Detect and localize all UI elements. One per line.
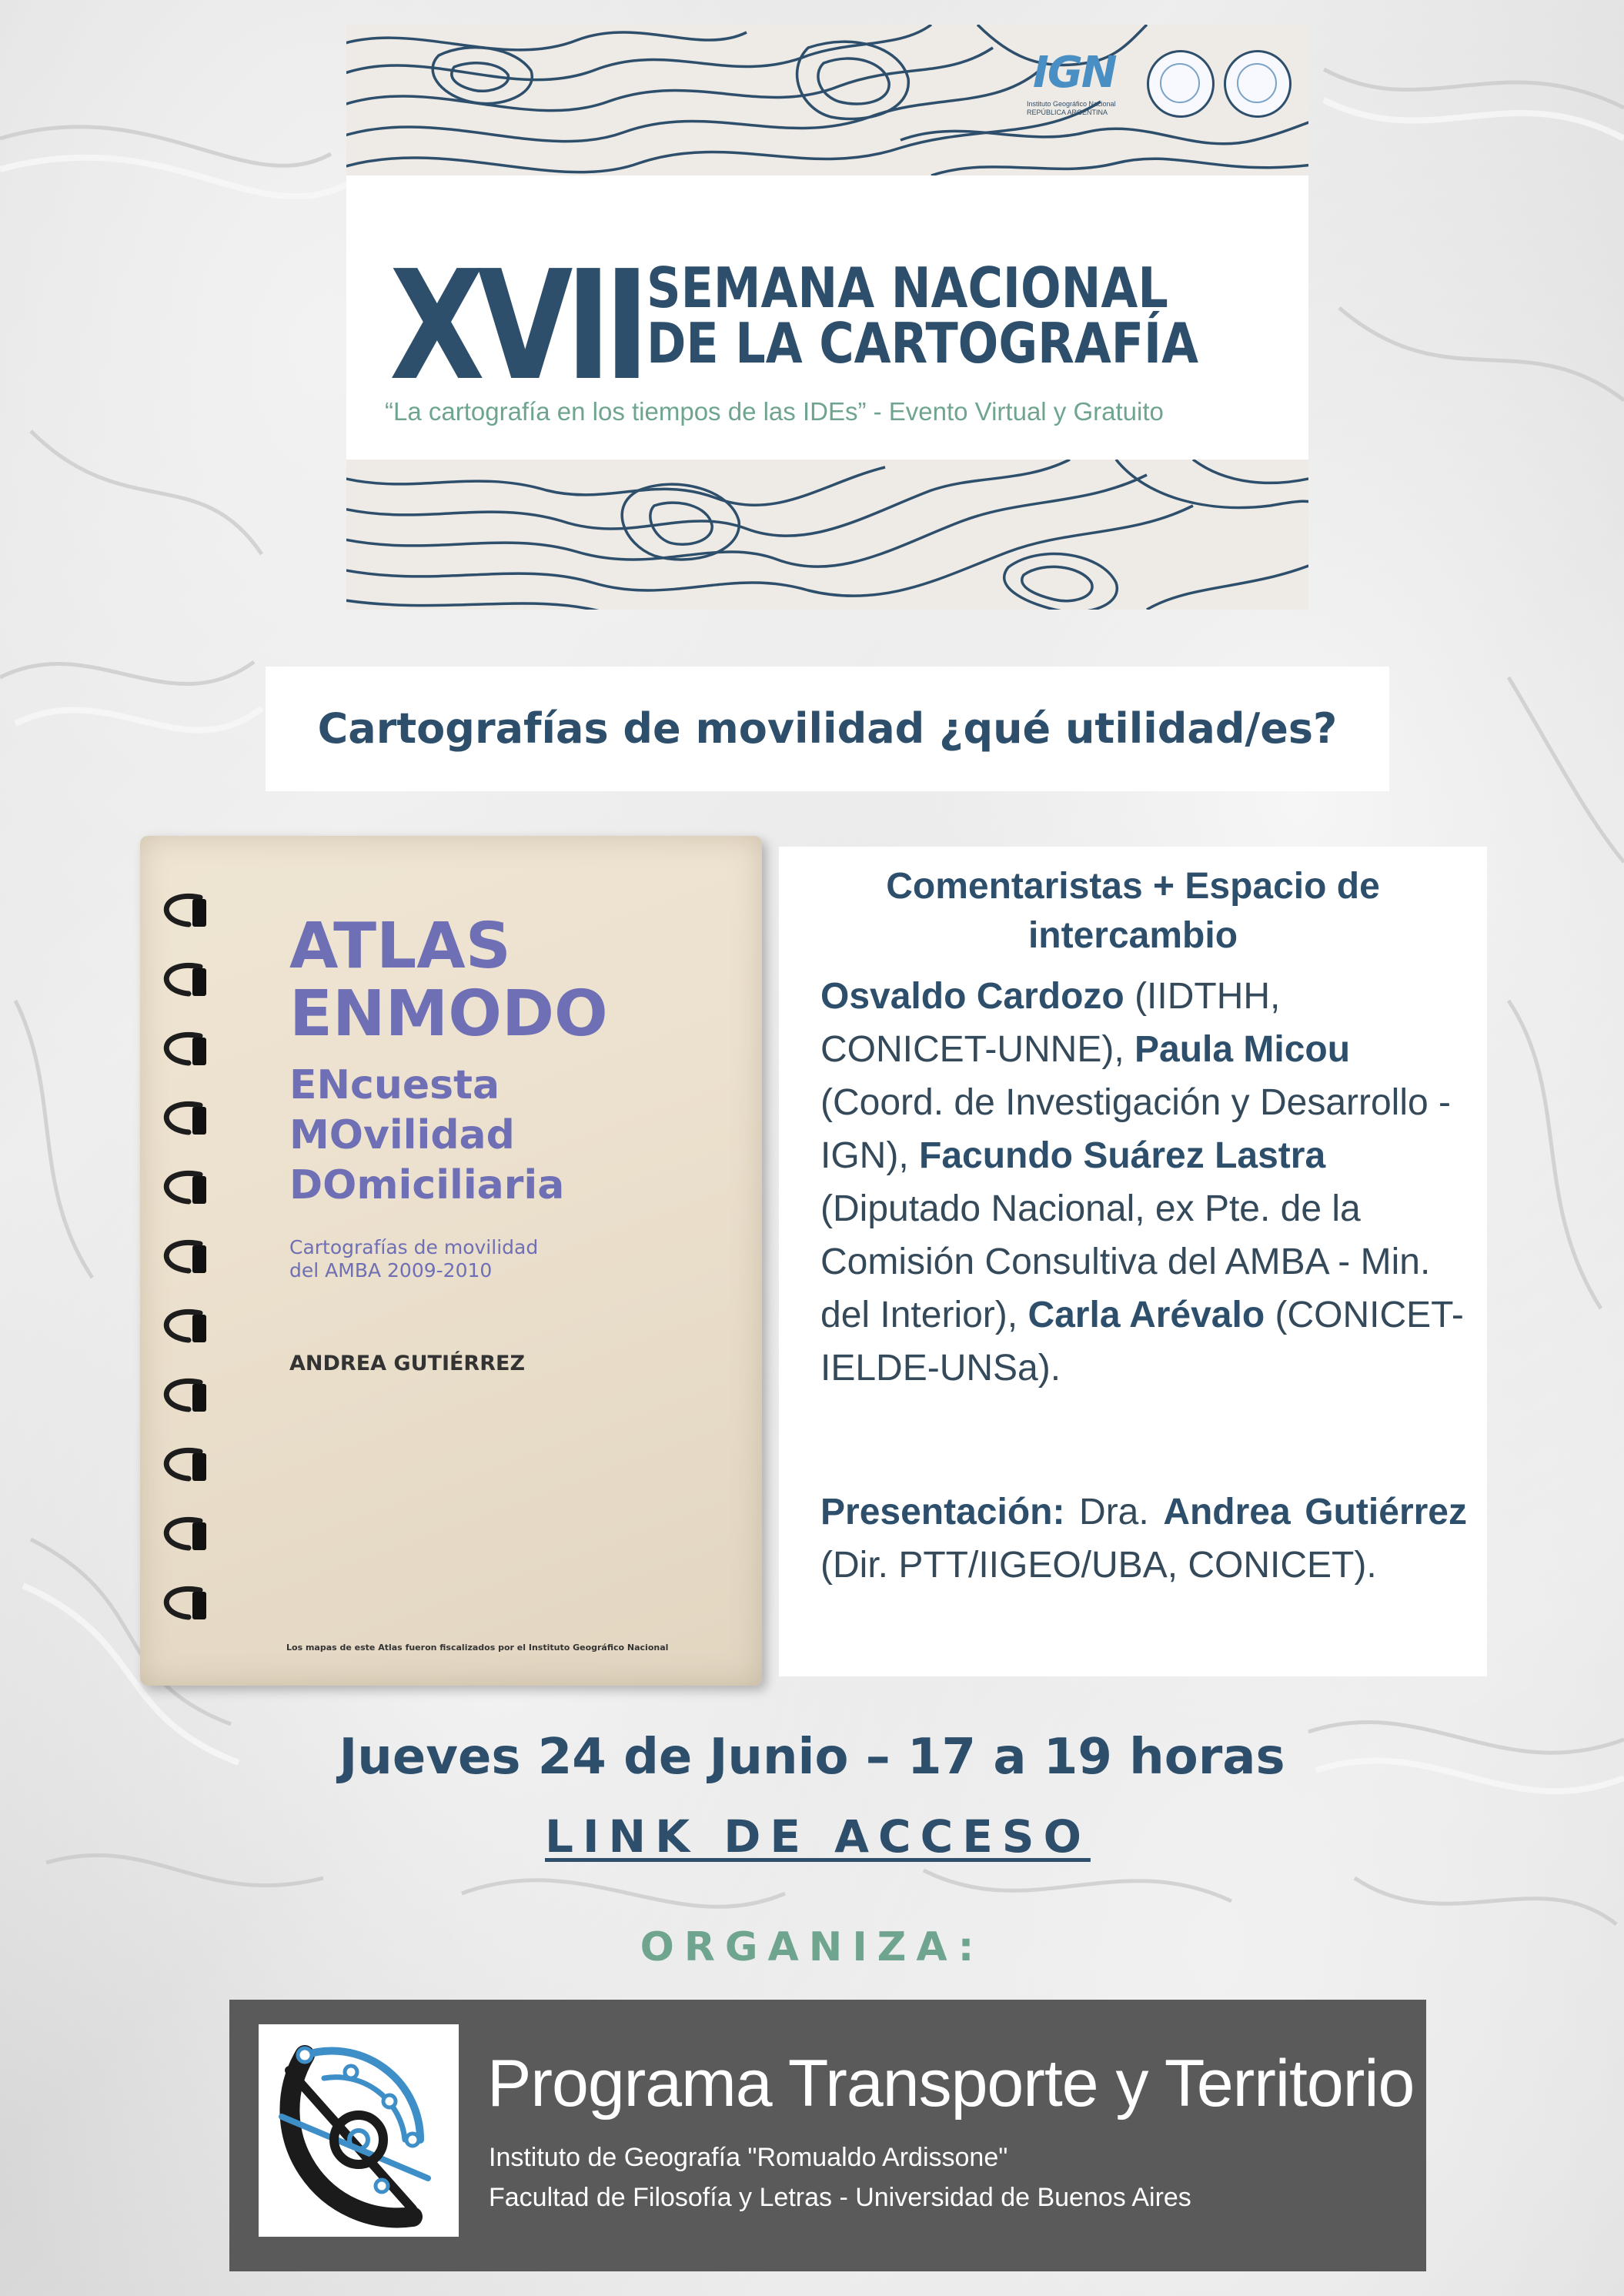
ptt-logo: [259, 2024, 459, 2237]
organizer-institute: Instituto de Geografía "Romualdo Ardissone": [489, 2143, 1008, 2172]
atlas-description: [289, 1236, 582, 1282]
title-band: [346, 175, 1308, 460]
cartography-center-seal: [1147, 50, 1215, 118]
atlas-subtitle-line3: DOmiciliaria: [289, 1162, 565, 1208]
event-banner: [346, 25, 1308, 610]
atlas-description-line2: del AMBA 2009-2010: [289, 1259, 493, 1282]
commentator-affiliation: (IIDTHH, CONICET-UNNE),: [820, 976, 1281, 1070]
edition-numeral: XVII: [389, 239, 643, 414]
commentator-name: Osvaldo Cardozo: [820, 976, 1124, 1017]
presentation-info: [820, 1486, 1467, 1592]
ptt-compass-icon: [259, 2024, 459, 2237]
organizer-name: Programa Transporte y Territorio: [487, 2047, 1415, 2121]
contour-map-bottom: [346, 460, 1308, 610]
navy-hydrography-seal: [1224, 50, 1292, 118]
commentator-affiliation: (CONICET-IELDE-UNSa).: [820, 1295, 1464, 1389]
access-link[interactable]: LINK DE ACCESO: [545, 1810, 1091, 1863]
commentators-list: [820, 970, 1467, 1395]
atlas-footnote: Los mapas de este Atlas fueron fiscalizados por el Instituto Geográfico Nacional: [286, 1643, 669, 1653]
banner-title-line2: DE LA CARTOGRAFÍA: [647, 311, 1199, 376]
banner-title-line1: SEMANA NACIONAL: [647, 256, 1168, 320]
commentator-name: Carla Arévalo: [1028, 1295, 1265, 1335]
atlas-subtitle-line1: ENcuesta: [289, 1062, 500, 1108]
commentator-name: Facundo Suárez Lastra: [919, 1135, 1326, 1176]
atlas-title: [289, 910, 608, 1051]
presenter-affiliation: (Dir. PTT/IIGEO/UBA, CONICET).: [820, 1545, 1377, 1586]
commentator-affiliation: (Diputado Nacional, ex Pte. de la Comisión Consultiva del AMBA - Min. del Interior),: [820, 1188, 1431, 1335]
commentator-name: Paula Micou: [1134, 1029, 1351, 1070]
atlas-description-line1: Cartografías de movilidad: [289, 1236, 539, 1258]
atlas-subtitle-line2: MOvilidad: [289, 1112, 515, 1158]
presenter-title: Dra.: [1064, 1492, 1164, 1532]
commentators-panel: [779, 847, 1487, 1676]
commentator-affiliation: (Coord. de Investigación y Desarrollo - IGN),: [820, 1082, 1452, 1176]
presenter-name: Andrea Gutiérrez: [1163, 1492, 1468, 1532]
event-date-time: Jueves 24 de Junio – 17 a 19 horas: [339, 1729, 1285, 1786]
commentators-heading: Comentaristas + Espacio de intercambio: [886, 866, 1380, 956]
atlas-author: ANDREA GUTIÉRREZ: [289, 1352, 526, 1375]
topic-title: Cartografías de movilidad ¿qué utilidad/es?: [317, 704, 1338, 753]
atlas-title-line1: ATLAS: [289, 910, 511, 983]
organizer-box: [229, 2000, 1426, 2271]
organizer-faculty: Facultad de Filosofía y Letras - Universidad de Buenos Aires: [489, 2183, 1191, 2212]
atlas-book-cover: [140, 836, 762, 1686]
organizer-label: ORGANIZA:: [640, 1924, 984, 1970]
atlas-title-line2: ENMODO: [289, 978, 608, 1051]
atlas-subtitle: [289, 1061, 564, 1211]
ign-logo: [1022, 42, 1138, 126]
ign-logo-subtitle: Instituto Geográfico Nacional REPÚBLICA ARGENTINA: [1027, 100, 1116, 116]
sponsor-logos: [1022, 42, 1292, 126]
banner-subtitle: “La cartografía en los tiempos de las IDEs” - Evento Virtual y Gratuito: [385, 397, 1164, 426]
topic-box: [266, 667, 1389, 791]
ign-logo-text: IGN: [1033, 48, 1116, 98]
spiral-binding-icon: [146, 890, 208, 1659]
presentation-label: Presentación:: [820, 1492, 1065, 1532]
